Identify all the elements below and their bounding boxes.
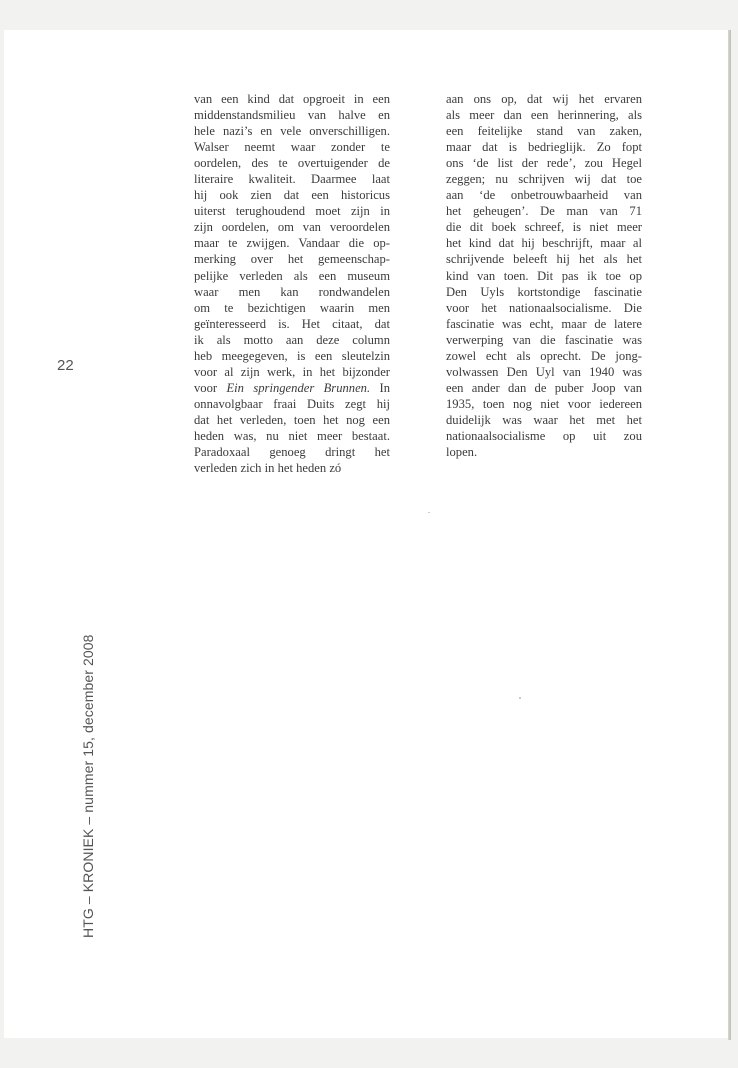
book-title: Ein springender Brunnen. — [226, 380, 371, 395]
text-line: nationaalsocialisme op uit zou — [446, 428, 642, 443]
text-line: van een kind dat opgroeit in een — [194, 92, 390, 106]
running-head: HTG – KRONIEK – nummer 15, december 2008 — [80, 634, 96, 938]
text-line: Paradoxaal genoeg dringt het — [194, 445, 390, 460]
text-line: hele nazi’s en vele onverschilligen. — [194, 124, 390, 139]
text-line: zowel echt als oprecht. De jong- — [446, 348, 642, 363]
text-line: een ander dan de puber Joop van — [446, 380, 642, 395]
text-line: oordelen, des te overtuigender de — [194, 156, 390, 171]
text-line: als meer dan een herinnering, als — [446, 108, 642, 123]
page-edge — [728, 30, 731, 1040]
text-line: aan ons op, dat wij het ervaren — [446, 92, 642, 106]
text-line: merking over het gemeenschap- — [194, 252, 390, 267]
text-line: die dit boek schreef, is niet meer — [446, 220, 642, 235]
text-line: maar dat is bedrieglijk. Zo fopt — [446, 140, 642, 155]
text-line: voor al zijn werk, in het bijzonder — [194, 364, 390, 379]
text-line: Walser neemt waar zonder te — [194, 140, 390, 155]
text-line: een feitelijke stand van zaken, — [446, 124, 642, 139]
text-column-left — [194, 91, 390, 476]
text-line: dat het verleden, toen het nog een — [194, 412, 390, 427]
text-line: om te bezichtigen waarin men — [194, 300, 390, 315]
text-line: verleden zich in het heden zó — [194, 461, 342, 476]
scan-speck — [428, 512, 430, 513]
text-line: pelijke verleden als een museum — [194, 268, 390, 283]
text-line: literaire kwaliteit. Daarmee laat — [194, 172, 390, 187]
text-line: onnavolgbaar fraai Duits zegt hij — [194, 396, 390, 411]
text-line: waar men kan rondwandelen — [194, 284, 390, 299]
text-line: heden was, nu niet meer bestaat. — [194, 428, 390, 443]
text-line: uiterst terughoudend moet zijn in — [194, 204, 390, 219]
text-line: het geheugen’. De man van 71 — [446, 204, 642, 219]
text-line: maar te zwijgen. Vandaar die op- — [194, 236, 390, 251]
text-line: hij ook zien dat een historicus — [194, 188, 390, 203]
text-line: voor het nationaalsocialisme. Die — [446, 300, 642, 315]
text-line: volwassen Den Uyl van 1940 was — [446, 364, 642, 379]
text-line: ons ‘de list der rede’, zou Hegel — [446, 156, 642, 171]
text-column-right — [446, 91, 642, 460]
text-line: middenstandsmilieu van halve en — [194, 108, 390, 123]
text-line: 1935, toen nog niet voor iedereen — [446, 396, 642, 411]
text-line: zeggen; nu schrijven wij dat toe — [446, 172, 642, 187]
text-line: lopen. — [446, 445, 478, 460]
page-number: 22 — [57, 357, 74, 374]
scan-speck — [519, 697, 521, 699]
text-line: aan ‘de onbetrouwbaarheid van — [446, 188, 642, 203]
text-line: Den Uyls kortstondige fascinatie — [446, 284, 642, 299]
text-line: ik als motto aan deze column — [194, 332, 390, 347]
text-line: heb meegegeven, is een sleutelzin — [194, 348, 390, 363]
text-line: voor Ein springender Brunnen. In — [194, 380, 391, 395]
text-line: zijn oordelen, om van veroordelen — [194, 220, 390, 235]
text-line: duidelijk was waar het met het — [446, 412, 642, 427]
text-line: verwerping van die fascinatie was — [446, 332, 642, 347]
text-line: fascinatie was echt, maar de latere — [446, 316, 642, 331]
text-line: schrijvende beleeft hij het als het — [446, 252, 642, 267]
text-line: kind van toen. Dit pas ik toe op — [446, 268, 642, 283]
text-line: geïnteresseerd is. Het citaat, dat — [194, 316, 390, 331]
text-line: het kind dat hij beschrijft, maar al — [446, 236, 642, 251]
